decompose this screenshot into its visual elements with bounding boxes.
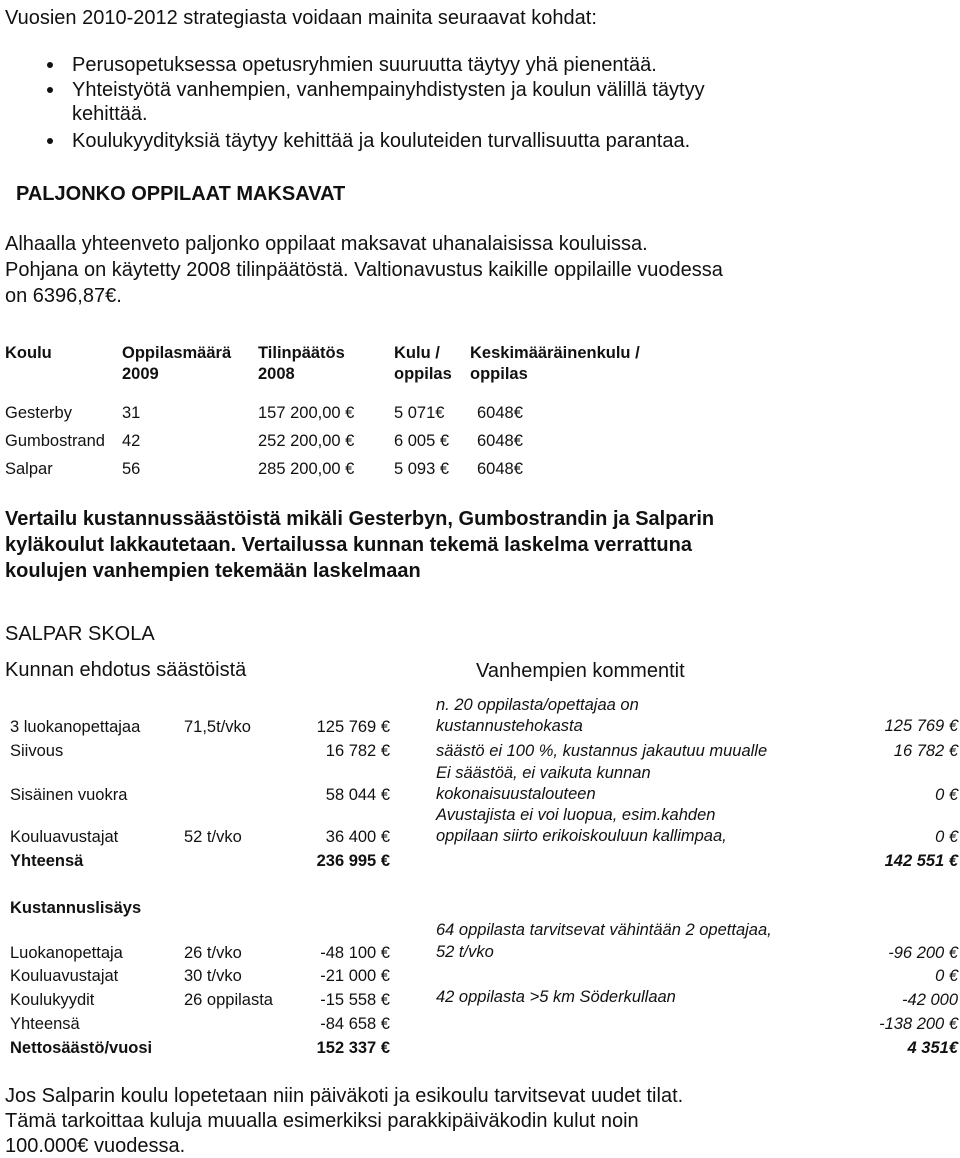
- row-detail: 52 t/vko: [184, 828, 242, 846]
- parent-amount: 125 769 €: [884, 717, 958, 735]
- list-item: Perusopetuksessa opetusryhmien suuruutta täytyy yhä pienentää.: [72, 54, 657, 76]
- table-cell: 6048€: [477, 460, 523, 478]
- table-cell: 6048€: [477, 404, 523, 422]
- row-comment: 64 oppilasta tarvitsevat vähintään 2 opettajaa,: [436, 921, 772, 939]
- row-label: 3 luokanopettajaa: [10, 718, 141, 736]
- intro-text: Vuosien 2010-2012 strategiasta voidaan mainita seuraavat kohdat:: [5, 7, 597, 29]
- row-comment: n. 20 oppilasta/opettajaa on: [436, 696, 639, 714]
- table-cell: 31: [122, 404, 141, 422]
- row-comment: säästö ei 100 %, kustannus jakautuu muualle: [436, 742, 768, 760]
- row-amount: 16 782 €: [325, 742, 390, 760]
- row-label: Siivous: [10, 742, 64, 760]
- row-detail: 71,5t/vko: [184, 718, 251, 736]
- table-header: 2008: [258, 365, 295, 383]
- comparison-heading-line: Vertailu kustannussäästöistä mikäli Gesterbyn, Gumbostrandin ja Salparin: [5, 508, 715, 530]
- table-cell: 285 200,00 €: [258, 460, 355, 478]
- footer-line: Jos Salparin koulu lopetetaan niin päiväkoti ja esikoulu tarvitsevat uudet tilat.: [5, 1085, 684, 1107]
- row-amount: 36 400 €: [325, 828, 390, 846]
- row-label: Nettosäästö/vuosi: [10, 1039, 153, 1057]
- section-heading: PALJONKO OPPILAAT MAKSAVAT: [16, 183, 346, 205]
- footer-line: Tämä tarkoittaa kuluja muualla esimerkiksi parakkipäiväkodin kulut noin: [5, 1110, 639, 1132]
- row-comment: kokonaisuustalouteen: [436, 785, 596, 803]
- row-label: Yhteensä: [10, 1015, 80, 1033]
- row-label: Koulukyydit: [10, 991, 95, 1009]
- row-label: Luokanopettaja: [10, 944, 123, 962]
- row-comment: Ei säästöä, ei vaikuta kunnan: [436, 764, 651, 782]
- parent-amount: 16 782 €: [893, 742, 958, 760]
- parent-amount: 0 €: [935, 967, 958, 985]
- row-comment: 52 t/vko: [436, 943, 494, 961]
- row-label: Yhteensä: [10, 852, 84, 870]
- parent-amount: -138 200 €: [879, 1015, 958, 1033]
- table-header: Koulu: [5, 344, 52, 362]
- footer-line: 100.000€ vuodessa.: [5, 1135, 186, 1157]
- table-cell: 42: [122, 432, 141, 450]
- table-cell: 157 200,00 €: [258, 404, 355, 422]
- row-label: Kouluavustajat: [10, 828, 119, 846]
- row-label: Kouluavustajat: [10, 967, 119, 985]
- table-cell: Gumbostrand: [5, 432, 105, 450]
- row-amount: -48 100 €: [320, 944, 390, 962]
- comparison-heading-line: koulujen vanhempien tekemään laskelmaan: [5, 560, 421, 582]
- table-header: Oppilasmäärä: [122, 344, 232, 362]
- table-cell: Salpar: [5, 460, 53, 478]
- row-detail: 30 t/vko: [184, 967, 242, 985]
- table-header: Keskimääräinenkulu /: [470, 344, 640, 362]
- list-item: Yhteistyötä vanhempien, vanhempainyhdistysten ja koulun välillä täytyy: [72, 79, 705, 101]
- row-amount: -15 558 €: [320, 991, 390, 1009]
- table-cell: 56: [122, 460, 141, 478]
- table-cell: 6 005 €: [394, 432, 450, 450]
- table-cell: 252 200,00 €: [258, 432, 355, 450]
- list-item-continuation: kehittää.: [72, 103, 148, 125]
- list-item: Koulukyydityksiä täytyy kehittää ja kouluteiden turvallisuutta parantaa.: [72, 130, 691, 152]
- row-detail: 26 t/vko: [184, 944, 242, 962]
- parent-amount: 0 €: [935, 786, 958, 804]
- paragraph-line: on 6396,87€.: [5, 285, 122, 307]
- paragraph-line: Pohjana on käytetty 2008 tilinpäätöstä. Valtionavustus kaikille oppilaille vuodessa: [5, 259, 723, 281]
- paragraph-line: Alhaalla yhteenveto paljonko oppilaat maksavat uhanalaisissa kouluissa.: [5, 233, 648, 255]
- row-amount: 125 769 €: [316, 718, 390, 736]
- cost-increase-heading: Kustannuslisäys: [10, 899, 142, 917]
- row-label: Sisäinen vuokra: [10, 786, 128, 804]
- parent-amount: 142 551 €: [884, 852, 958, 870]
- row-comment: 42 oppilasta >5 km Söderkullaan: [436, 988, 676, 1006]
- row-comment: Avustajista ei voi luopua, esim.kahden: [436, 806, 716, 824]
- row-amount: 152 337 €: [316, 1039, 390, 1057]
- bullet-dot: [47, 138, 53, 144]
- bullet-dot: [47, 87, 53, 93]
- parent-amount: -96 200 €: [888, 944, 958, 962]
- table-header: oppilas: [470, 365, 528, 383]
- table-cell: 5 093 €: [394, 460, 450, 478]
- row-detail: 26 oppilasta: [184, 991, 273, 1009]
- table-cell: 6048€: [477, 432, 523, 450]
- bullet-dot: [47, 62, 53, 68]
- table-cell: Gesterby: [5, 404, 72, 422]
- row-comment: oppilaan siirto erikoiskouluun kallimpaa,: [436, 827, 727, 845]
- table-header: oppilas: [394, 365, 452, 383]
- row-amount: -84 658 €: [320, 1015, 390, 1033]
- parent-comments-heading: Vanhempien kommentit: [476, 660, 685, 682]
- row-amount: 236 995 €: [316, 852, 390, 870]
- row-amount: -21 000 €: [320, 967, 390, 985]
- table-header: Kulu /: [394, 344, 440, 362]
- row-amount: 58 044 €: [325, 786, 390, 804]
- municipality-proposal-heading: Kunnan ehdotus säästöistä: [5, 659, 247, 681]
- parent-amount: 4 351€: [907, 1039, 958, 1057]
- table-header: Tilinpäätös: [258, 344, 345, 362]
- parent-amount: 0 €: [935, 828, 958, 846]
- table-header: 2009: [122, 365, 159, 383]
- salpar-title: SALPAR SKOLA: [5, 623, 155, 645]
- row-comment: kustannustehokasta: [436, 717, 583, 735]
- table-cell: 5 071€: [394, 404, 445, 422]
- comparison-heading-line: kyläkoulut lakkautetaan. Vertailussa kunnan tekemä laskelma verrattuna: [5, 534, 692, 556]
- parent-amount: -42 000: [902, 991, 958, 1009]
